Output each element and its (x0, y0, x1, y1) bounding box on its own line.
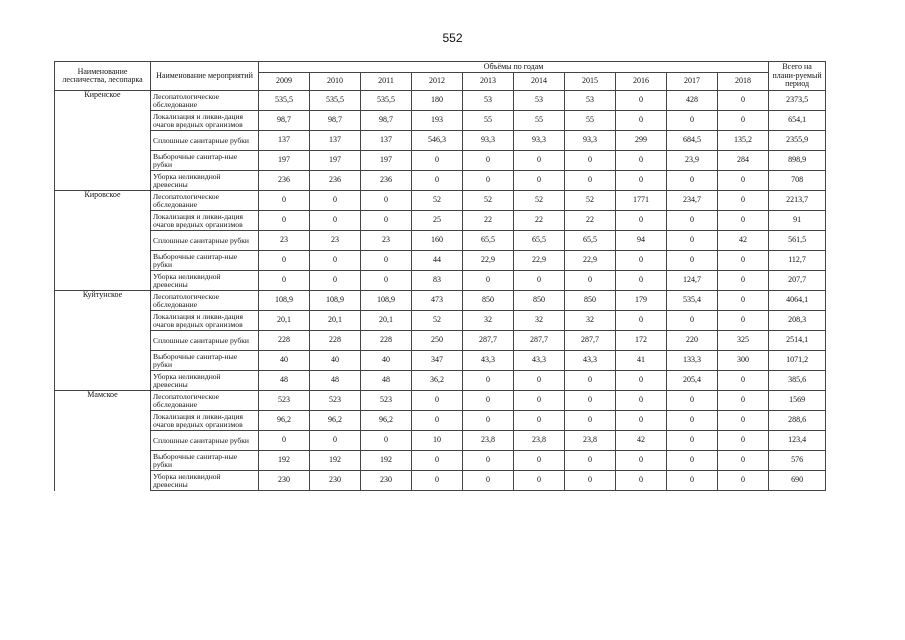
region-name: Кировское (55, 191, 151, 291)
year-value-cell: 0 (514, 391, 565, 411)
year-value-cell: 0 (616, 311, 667, 331)
year-value-cell: 0 (514, 411, 565, 431)
year-value-cell: 0 (718, 191, 769, 211)
year-value-cell: 96,2 (361, 411, 412, 431)
year-value-cell: 428 (667, 91, 718, 111)
table-row (55, 411, 826, 431)
activity-name: Сплошные санитарные рубки (151, 331, 259, 351)
activity-name: Уборка неликвидной древесины (151, 171, 259, 191)
year-value-cell: 65,5 (463, 231, 514, 251)
region-name: Куйтунское (55, 291, 151, 391)
year-value-cell: 546,3 (412, 131, 463, 151)
table-row (55, 151, 826, 171)
table-row (55, 191, 826, 211)
year-value-cell: 0 (667, 391, 718, 411)
year-value-cell: 0 (514, 371, 565, 391)
activity-name: Выборочные санитар-ные рубки (151, 451, 259, 471)
year-value-cell: 23,8 (565, 431, 616, 451)
year-value-cell: 192 (259, 451, 310, 471)
year-value-cell: 0 (463, 371, 514, 391)
year-value-cell: 0 (412, 471, 463, 491)
year-value-cell: 0 (463, 391, 514, 411)
year-value-cell: 228 (259, 331, 310, 351)
year-value-cell: 197 (361, 151, 412, 171)
year-value-cell: 55 (565, 111, 616, 131)
year-value-cell: 1771 (616, 191, 667, 211)
year-value-cell: 0 (616, 451, 667, 471)
year-value-cell: 287,7 (463, 331, 514, 351)
year-value-cell: 41 (616, 351, 667, 371)
year-value-cell: 137 (310, 131, 361, 151)
year-value-cell: 0 (565, 411, 616, 431)
total-cell: 1569 (769, 391, 826, 411)
table-row (55, 231, 826, 251)
year-value-cell: 0 (463, 171, 514, 191)
year-value-cell: 43,3 (565, 351, 616, 371)
year-value-cell: 0 (616, 251, 667, 271)
year-value-cell: 0 (616, 91, 667, 111)
region-name: Киренское (55, 91, 151, 191)
year-value-cell: 0 (718, 211, 769, 231)
year-value-cell: 180 (412, 91, 463, 111)
year-value-cell: 23,8 (463, 431, 514, 451)
year-value-cell: 93,3 (565, 131, 616, 151)
header-total: Всего на плани-руемый период (769, 62, 826, 91)
year-value-cell: 23 (310, 231, 361, 251)
year-value-cell: 473 (412, 291, 463, 311)
year-value-cell: 197 (259, 151, 310, 171)
year-value-cell: 228 (310, 331, 361, 351)
year-value-cell: 0 (718, 251, 769, 271)
year-value-cell: 299 (616, 131, 667, 151)
activity-name: Выборочные санитар-ные рубки (151, 351, 259, 371)
header-year: 2015 (565, 73, 616, 91)
total-cell: 91 (769, 211, 826, 231)
year-value-cell: 0 (616, 411, 667, 431)
year-value-cell: 250 (412, 331, 463, 351)
year-value-cell: 36,2 (412, 371, 463, 391)
year-value-cell: 52 (463, 191, 514, 211)
year-value-cell: 287,7 (514, 331, 565, 351)
year-value-cell: 137 (259, 131, 310, 151)
year-value-cell: 535,5 (310, 91, 361, 111)
total-cell: 2213,7 (769, 191, 826, 211)
year-value-cell: 0 (310, 271, 361, 291)
year-value-cell: 0 (361, 431, 412, 451)
year-value-cell: 220 (667, 331, 718, 351)
year-value-cell: 133,3 (667, 351, 718, 371)
year-value-cell: 0 (565, 371, 616, 391)
year-value-cell: 197 (310, 151, 361, 171)
table-row (55, 91, 826, 111)
year-value-cell: 287,7 (565, 331, 616, 351)
year-value-cell: 43,3 (514, 351, 565, 371)
activity-name: Выборочные санитар-ные рубки (151, 151, 259, 171)
year-value-cell: 0 (616, 391, 667, 411)
year-value-cell: 65,5 (565, 231, 616, 251)
page-number: 552 (442, 31, 463, 45)
year-value-cell: 22 (514, 211, 565, 231)
activity-name: Лесопатологическое обследование (151, 391, 259, 411)
year-value-cell: 0 (259, 251, 310, 271)
year-value-cell: 535,4 (667, 291, 718, 311)
year-value-cell: 205,4 (667, 371, 718, 391)
year-value-cell: 44 (412, 251, 463, 271)
year-value-cell: 83 (412, 271, 463, 291)
year-value-cell: 0 (718, 391, 769, 411)
year-value-cell: 0 (565, 171, 616, 191)
total-cell: 385,6 (769, 371, 826, 391)
year-value-cell: 0 (361, 271, 412, 291)
year-value-cell: 43,3 (463, 351, 514, 371)
year-value-cell: 53 (463, 91, 514, 111)
year-value-cell: 55 (514, 111, 565, 131)
year-value-cell: 32 (565, 311, 616, 331)
year-value-cell: 535,5 (259, 91, 310, 111)
year-value-cell: 0 (718, 171, 769, 191)
year-value-cell: 236 (361, 171, 412, 191)
year-value-cell: 0 (616, 151, 667, 171)
year-value-cell: 0 (718, 411, 769, 431)
activity-name: Локализация и ликви-дация очагов вредных организмов (151, 111, 259, 131)
year-value-cell: 94 (616, 231, 667, 251)
year-value-cell: 0 (667, 171, 718, 191)
year-value-cell: 0 (616, 171, 667, 191)
year-value-cell: 22,9 (463, 251, 514, 271)
header-year: 2014 (514, 73, 565, 91)
total-cell: 561,5 (769, 231, 826, 251)
year-value-cell: 0 (310, 431, 361, 451)
year-value-cell: 93,3 (463, 131, 514, 151)
table-row (55, 171, 826, 191)
year-value-cell: 0 (514, 471, 565, 491)
year-value-cell: 55 (463, 111, 514, 131)
year-value-cell: 0 (514, 271, 565, 291)
year-value-cell: 0 (718, 451, 769, 471)
year-value-cell: 22 (565, 211, 616, 231)
year-value-cell: 108,9 (259, 291, 310, 311)
year-value-cell: 10 (412, 431, 463, 451)
total-cell: 708 (769, 171, 826, 191)
year-value-cell: 65,5 (514, 231, 565, 251)
year-value-cell: 48 (310, 371, 361, 391)
year-value-cell: 52 (412, 191, 463, 211)
year-value-cell: 0 (565, 451, 616, 471)
region-name: Мамское (55, 391, 151, 491)
year-value-cell: 0 (616, 371, 667, 391)
year-value-cell: 98,7 (361, 111, 412, 131)
header-year: 2009 (259, 73, 310, 91)
forest-protection-volume-table (54, 61, 826, 491)
year-value-cell: 0 (565, 151, 616, 171)
year-value-cell: 0 (259, 191, 310, 211)
year-value-cell: 0 (616, 471, 667, 491)
year-value-cell: 20,1 (259, 311, 310, 331)
table-row (55, 311, 826, 331)
year-value-cell: 300 (718, 351, 769, 371)
year-value-cell: 0 (565, 271, 616, 291)
year-value-cell: 52 (565, 191, 616, 211)
year-value-cell: 23 (361, 231, 412, 251)
year-value-cell: 0 (463, 471, 514, 491)
year-value-cell: 22,9 (565, 251, 616, 271)
year-value-cell: 0 (565, 471, 616, 491)
table-row (55, 351, 826, 371)
year-value-cell: 93,3 (514, 131, 565, 151)
year-value-cell: 850 (463, 291, 514, 311)
header-year: 2016 (616, 73, 667, 91)
year-value-cell: 0 (412, 391, 463, 411)
year-value-cell: 23 (259, 231, 310, 251)
total-cell: 2373,5 (769, 91, 826, 111)
year-value-cell: 684,5 (667, 131, 718, 151)
year-value-cell: 0 (667, 411, 718, 431)
year-value-cell: 0 (616, 271, 667, 291)
year-value-cell: 108,9 (361, 291, 412, 311)
year-value-cell: 535,5 (361, 91, 412, 111)
year-value-cell: 0 (259, 211, 310, 231)
year-value-cell: 0 (718, 311, 769, 331)
year-value-cell: 0 (565, 391, 616, 411)
year-value-cell: 0 (259, 431, 310, 451)
year-value-cell: 0 (361, 251, 412, 271)
table-body (55, 91, 826, 491)
year-value-cell: 0 (667, 431, 718, 451)
total-cell: 4064,1 (769, 291, 826, 311)
year-value-cell: 0 (667, 251, 718, 271)
year-value-cell: 192 (310, 451, 361, 471)
activity-name: Локализация и ликви-дация очагов вредных организмов (151, 411, 259, 431)
year-value-cell: 42 (616, 431, 667, 451)
total-cell: 690 (769, 471, 826, 491)
header-years-group: Объёмы по годам (259, 62, 769, 73)
activity-name: Лесопатологическое обследование (151, 91, 259, 111)
activity-name: Сплошные санитарные рубки (151, 131, 259, 151)
year-value-cell: 0 (463, 411, 514, 431)
year-value-cell: 40 (310, 351, 361, 371)
table-row (55, 131, 826, 151)
year-value-cell: 0 (310, 191, 361, 211)
year-value-cell: 0 (667, 311, 718, 331)
total-cell: 288,6 (769, 411, 826, 431)
year-value-cell: 523 (361, 391, 412, 411)
year-value-cell: 53 (565, 91, 616, 111)
year-value-cell: 0 (412, 451, 463, 471)
year-value-cell: 137 (361, 131, 412, 151)
total-cell: 123,4 (769, 431, 826, 451)
year-value-cell: 234,7 (667, 191, 718, 211)
table-row (55, 471, 826, 491)
activity-name: Уборка неликвидной древесины (151, 471, 259, 491)
table-row (55, 211, 826, 231)
table-row (55, 251, 826, 271)
year-value-cell: 230 (259, 471, 310, 491)
year-value-cell: 0 (310, 251, 361, 271)
activity-name: Сплошные санитарные рубки (151, 231, 259, 251)
year-value-cell: 52 (514, 191, 565, 211)
total-cell: 1071,2 (769, 351, 826, 371)
year-value-cell: 23,9 (667, 151, 718, 171)
header-year: 2012 (412, 73, 463, 91)
year-value-cell: 20,1 (310, 311, 361, 331)
year-value-cell: 98,7 (310, 111, 361, 131)
year-value-cell: 25 (412, 211, 463, 231)
total-cell: 898,9 (769, 151, 826, 171)
year-value-cell: 0 (412, 411, 463, 431)
total-cell: 112,7 (769, 251, 826, 271)
year-value-cell: 236 (259, 171, 310, 191)
year-value-cell: 523 (259, 391, 310, 411)
year-value-cell: 96,2 (259, 411, 310, 431)
year-value-cell: 124,7 (667, 271, 718, 291)
year-value-cell: 0 (667, 211, 718, 231)
year-value-cell: 22 (463, 211, 514, 231)
year-value-cell: 0 (718, 371, 769, 391)
year-value-cell: 0 (667, 451, 718, 471)
year-value-cell: 192 (361, 451, 412, 471)
year-value-cell: 40 (259, 351, 310, 371)
activity-name: Локализация и ликви-дация очагов вредных организмов (151, 211, 259, 231)
year-value-cell: 230 (361, 471, 412, 491)
activity-name: Лесопатологическое обследование (151, 291, 259, 311)
table-row (55, 451, 826, 471)
year-value-cell: 347 (412, 351, 463, 371)
total-cell: 654,1 (769, 111, 826, 131)
year-value-cell: 0 (718, 91, 769, 111)
year-value-cell: 42 (718, 231, 769, 251)
year-value-cell: 284 (718, 151, 769, 171)
year-value-cell: 850 (565, 291, 616, 311)
table-row (55, 331, 826, 351)
year-value-cell: 135,2 (718, 131, 769, 151)
year-value-cell: 172 (616, 331, 667, 351)
year-value-cell: 0 (310, 211, 361, 231)
year-value-cell: 0 (514, 151, 565, 171)
header-region: Наименование лесничества, лесопарка (55, 62, 151, 91)
activity-name: Сплошные санитарные рубки (151, 431, 259, 451)
header-year: 2018 (718, 73, 769, 91)
table-row (55, 271, 826, 291)
year-value-cell: 48 (259, 371, 310, 391)
year-value-cell: 0 (718, 291, 769, 311)
total-cell: 576 (769, 451, 826, 471)
year-value-cell: 0 (667, 231, 718, 251)
year-value-cell: 32 (514, 311, 565, 331)
year-value-cell: 0 (259, 271, 310, 291)
total-cell: 207,7 (769, 271, 826, 291)
total-cell: 2514,1 (769, 331, 826, 351)
year-value-cell: 0 (667, 111, 718, 131)
total-cell: 2355,9 (769, 131, 826, 151)
year-value-cell: 0 (361, 191, 412, 211)
year-value-cell: 0 (718, 271, 769, 291)
year-value-cell: 22,9 (514, 251, 565, 271)
year-value-cell: 193 (412, 111, 463, 131)
year-value-cell: 0 (616, 211, 667, 231)
header-year: 2010 (310, 73, 361, 91)
year-value-cell: 228 (361, 331, 412, 351)
year-value-cell: 52 (412, 311, 463, 331)
table-row (55, 111, 826, 131)
header-year: 2011 (361, 73, 412, 91)
year-value-cell: 325 (718, 331, 769, 351)
year-value-cell: 179 (616, 291, 667, 311)
year-value-cell: 0 (667, 471, 718, 491)
header-year: 2017 (667, 73, 718, 91)
activity-name: Уборка неликвидной древесины (151, 371, 259, 391)
year-value-cell: 160 (412, 231, 463, 251)
year-value-cell: 0 (718, 111, 769, 131)
year-value-cell: 0 (463, 271, 514, 291)
header-year: 2013 (463, 73, 514, 91)
year-value-cell: 523 (310, 391, 361, 411)
year-value-cell: 230 (310, 471, 361, 491)
year-value-cell: 0 (463, 151, 514, 171)
year-value-cell: 96,2 (310, 411, 361, 431)
year-value-cell: 20,1 (361, 311, 412, 331)
table-row (55, 291, 826, 311)
year-value-cell: 0 (718, 471, 769, 491)
year-value-cell: 0 (412, 171, 463, 191)
header-activity: Наименование мероприятий (151, 62, 259, 91)
activity-name: Выборочные санитар-ные рубки (151, 251, 259, 271)
table-row (55, 431, 826, 451)
year-value-cell: 0 (514, 171, 565, 191)
year-value-cell: 32 (463, 311, 514, 331)
year-value-cell: 0 (616, 111, 667, 131)
year-value-cell: 0 (514, 451, 565, 471)
year-value-cell: 23,8 (514, 431, 565, 451)
table-row (55, 371, 826, 391)
activity-name: Лесопатологическое обследование (151, 191, 259, 211)
total-cell: 208,3 (769, 311, 826, 331)
activity-name: Уборка неликвидной древесины (151, 271, 259, 291)
year-value-cell: 40 (361, 351, 412, 371)
year-value-cell: 53 (514, 91, 565, 111)
year-value-cell: 98,7 (259, 111, 310, 131)
year-value-cell: 0 (412, 151, 463, 171)
year-value-cell: 0 (718, 431, 769, 451)
table-row (55, 391, 826, 411)
year-value-cell: 0 (361, 211, 412, 231)
year-value-cell: 48 (361, 371, 412, 391)
activity-name: Локализация и ликви-дация очагов вредных организмов (151, 311, 259, 331)
year-value-cell: 236 (310, 171, 361, 191)
year-value-cell: 0 (463, 451, 514, 471)
year-value-cell: 108,9 (310, 291, 361, 311)
year-value-cell: 850 (514, 291, 565, 311)
